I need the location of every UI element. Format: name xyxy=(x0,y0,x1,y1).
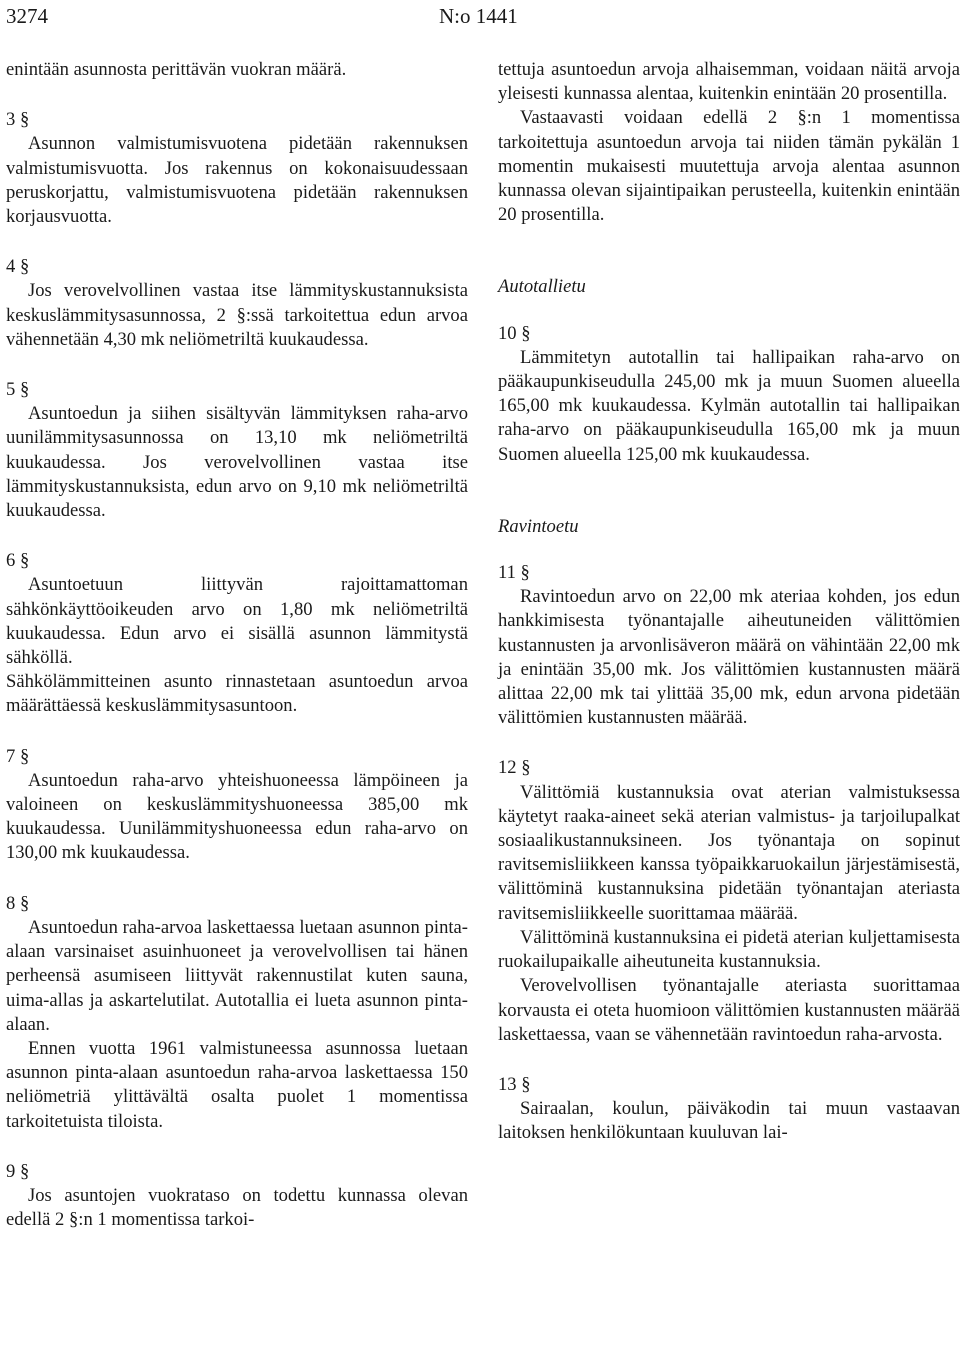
section-number-12: 12 § xyxy=(498,757,531,779)
section-10-text: Lämmitetyn autotallin tai hallipaikan raha-arvo on pääkaupunkiseudulla 245,00 mk ja muun Suomen alueella 165,00 mk kuukaudessa. Kylmän autotallin tai hallipaikan raha-arvo on pääkaupunkiseudulla 165,00 mk ja muun Suomen alueella 125,00 mk kuukaudessa. xyxy=(498,346,960,465)
section-12-text-1: Välittömiä kustannuksia ovat aterian valmistuksessa käytetyt raaka-aineet sekä aterian valmistus- ja tarjoilupalkat sosiaalikustannuksineen. Jos työnantaja on sopinut ravitsemisliikkeen kanssa työpaikkaruokailun järjestämisestä, välittöminä kustannuksina pidetään työnantajan ateriasta ravitsemisliikkeelle suorittamaa määrää. xyxy=(498,781,960,924)
section-number-10: 10 § xyxy=(498,322,531,344)
section-number-4: 4 § xyxy=(6,256,30,278)
section-number-9: 9 § xyxy=(6,1160,30,1182)
section-8-text-1: Asuntoedun raha-arvoa laskettaessa luetaan asunnon pinta-alaan varsinaiset asuinhuoneet ja verovelvollisen tai hänen perheensä asumiseen liittyvät rakennustilat kuten sauna, uima-allas ja askartelutilat. Autotallia ei lueta asunnon pinta-alaan. xyxy=(6,916,468,1035)
continued-paragraph: enintään asunnosta perittävän vuokran määrä. xyxy=(6,59,347,80)
continued-paragraph-2: Vastaavasti voidaan edellä 2 §:n 1 momentissa tarkoitettuja asuntoedun arvoja tai niiden tämän pykälän 1 momentin mukaisesti muutettuja arvoja alentaa asunnon kunnassa olevan sijaintipaikan perusteella, kuitenkin enintään 20 prosentilla. xyxy=(498,107,960,226)
section-9-text: Jos asuntojen vuokrataso on todettu kunnassa olevan edellä 2 §:n 1 momentissa tarkoi- xyxy=(6,1184,468,1231)
section-number-7: 7 § xyxy=(6,745,30,767)
section-number-11: 11 § xyxy=(498,562,530,584)
section-7-text: Asuntoedun raha-arvo yhteishuoneessa lämpöineen ja valoineen on keskuslämmityshuoneessa 385,00 mk kuukaudessa. Uunilämmityshuoneessa edun raha-arvo on 130,00 mk kuukaudessa. xyxy=(6,769,468,864)
page-number: 3274 xyxy=(6,4,48,28)
section-11-text: Ravintoedun arvo on 22,00 mk ateriaa kohden, jos edun hankkimisesta työnantajalle aiheutuneiden välittömien kustannusten ja arvonlisäveron määrä on vähintään 22,00 mk ja enintään 35,00 mk. Jos välittömien kustannusten määrä alittaa 22,00 mk tai ylittää 35,00 mk, edun arvona pidetään välittömien kustannusten määrää. xyxy=(498,586,960,729)
right-column xyxy=(498,58,960,1146)
section-5-text: Asuntoedun ja siihen sisältyvän lämmityksen raha-arvo uunilämmitysasunnossa on 13,10 mk neliömetriltä kuukaudessa. Jos verovelvollinen vastaa itse lämmityskustannuksista, edun arvo on 9,10 mk neliömetriltä kuukaudessa. xyxy=(6,403,468,522)
chapter-heading-autotallietu: Autotallietu xyxy=(498,276,586,298)
section-number-5: 5 § xyxy=(6,379,30,401)
section-13-text: Sairaalan, koulun, päiväkodin tai muun vastaavan laitoksen henkilökuntaan kuuluvan lai- xyxy=(498,1098,960,1144)
section-6-text-1: Asuntoetuun liittyvän rajoittamattoman sähkönkäyttöoikeuden arvo on 1,80 mk neliömetriltä kuukaudessa. Edun arvo ei sisällä asunnon lämmitystä sähköllä. xyxy=(6,574,468,669)
section-8-text-2: Ennen vuotta 1961 valmistuneessa asunnossa luetaan asunnon pinta-alaan asuntoedun raha-arvoa laskettaessa 150 neliömetriä ylittävältä osalta puolet 1 momentissa tarkoitetuista tiloista. xyxy=(6,1037,468,1132)
section-number-13: 13 § xyxy=(498,1073,531,1095)
document-number: N:o 1441 xyxy=(439,4,518,28)
section-12-text-3: Verovelvollisen työnantajalle ateriasta suorittamaa korvausta ei oteta huomioon välittömien kustannusten määrää laskettaessa, vaan se vähennetään ravintoedun raha-arvosta. xyxy=(498,975,960,1045)
section-6-text-2: Sähkölämmitteinen asunto rinnastetaan asuntoedun arvoa määrättäessä keskuslämmitysasuntoon. xyxy=(6,671,468,717)
left-column xyxy=(6,58,468,1232)
section-4-text: Jos verovelvollinen vastaa itse lämmityskustannuksista keskuslämmitysasunnossa, 2 §:ssä tarkoitettua edun arvoa vähennetään 4,30 mk neliömetriltä kuukaudessa. xyxy=(6,280,468,350)
page-header xyxy=(0,0,960,44)
continued-paragraph: tettuja asuntoedun arvoja alhaisemman, voidaan näitä arvoja yleisesti kunnassa alentaa, kuitenkin enintään 20 prosentilla. xyxy=(498,59,960,105)
section-number-8: 8 § xyxy=(6,892,30,914)
section-12-text-2: Välittöminä kustannuksina ei pidetä aterian kuljettamisesta ruokailupaikalle aiheutuneita kustannuksia. xyxy=(498,926,960,973)
section-number-3: 3 § xyxy=(6,109,30,131)
section-number-6: 6 § xyxy=(6,550,30,572)
chapter-heading-ravintoetu: Ravintoetu xyxy=(498,515,579,537)
section-3-text: Asunnon valmistumisvuotena pidetään rakennuksen valmistumisvuotta. Jos rakennus on kokonaisuudessaan peruskorjattu, valmistumisvuotena pidetään rakennuksen korjausvuotta. xyxy=(6,133,468,228)
